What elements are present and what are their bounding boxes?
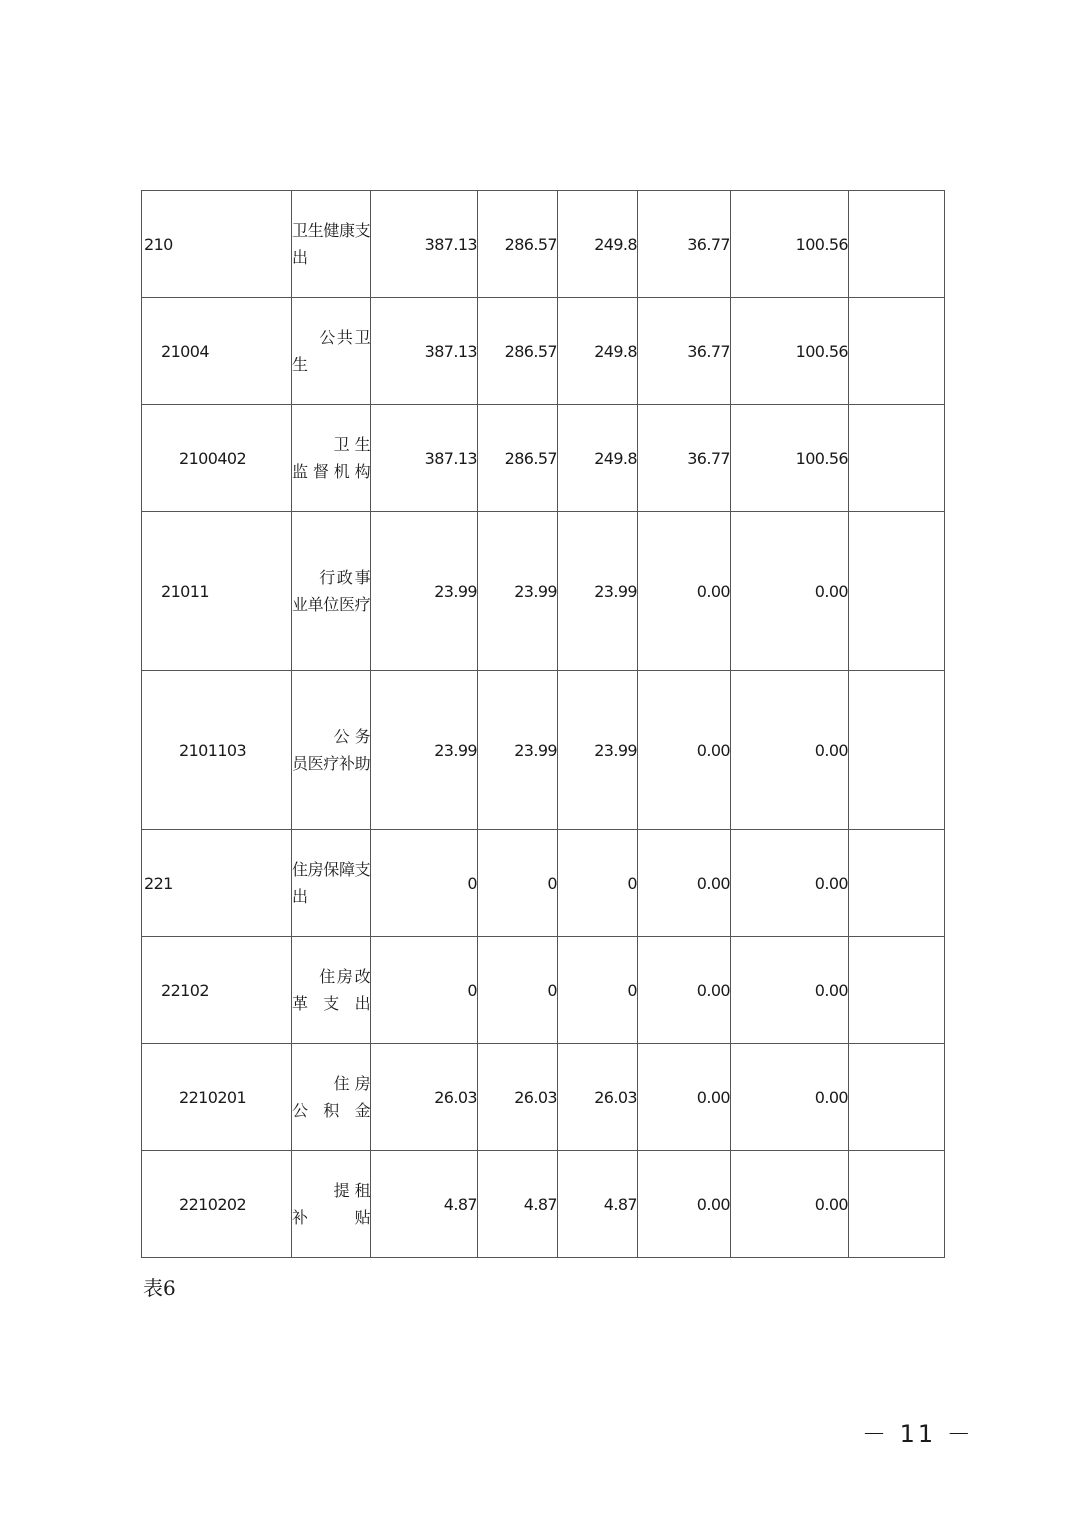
account-code: 210 — [142, 191, 292, 298]
account-name: 公共卫生 — [292, 298, 371, 405]
account-code: 2210202 — [142, 1151, 292, 1258]
table-row — [142, 671, 945, 830]
value-cell: 0.00 — [731, 671, 849, 830]
account-name: 卫生监督机构 — [292, 405, 371, 512]
value-cell — [849, 512, 945, 671]
value-cell: 0 — [371, 937, 478, 1044]
value-cell: 4.87 — [478, 1151, 558, 1258]
value-cell: 23.99 — [478, 671, 558, 830]
value-cell: 0.00 — [638, 937, 731, 1044]
value-cell — [849, 830, 945, 937]
account-code: 22102 — [142, 937, 292, 1044]
value-cell: 4.87 — [371, 1151, 478, 1258]
value-cell: 249.8 — [558, 191, 638, 298]
table-row — [142, 937, 945, 1044]
value-cell: 0 — [478, 937, 558, 1044]
value-cell: 26.03 — [558, 1044, 638, 1151]
value-cell: 0 — [371, 830, 478, 937]
value-cell — [849, 937, 945, 1044]
value-cell: 36.77 — [638, 191, 731, 298]
account-name: 提租补贴 — [292, 1151, 371, 1258]
value-cell: 387.13 — [371, 191, 478, 298]
account-name: 住房保障支出 — [292, 830, 371, 937]
value-cell: 0.00 — [638, 671, 731, 830]
value-cell: 23.99 — [558, 512, 638, 671]
value-cell: 100.56 — [731, 298, 849, 405]
value-cell: 387.13 — [371, 298, 478, 405]
table-row — [142, 405, 945, 512]
value-cell: 286.57 — [478, 405, 558, 512]
value-cell: 286.57 — [478, 298, 558, 405]
value-cell: 0.00 — [638, 830, 731, 937]
value-cell: 4.87 — [558, 1151, 638, 1258]
account-name: 公务员医疗补助 — [292, 671, 371, 830]
value-cell: 249.8 — [558, 298, 638, 405]
budget-table — [141, 190, 945, 1258]
value-cell — [849, 1151, 945, 1258]
value-cell: 387.13 — [371, 405, 478, 512]
account-code: 21011 — [142, 512, 292, 671]
value-cell — [849, 298, 945, 405]
value-cell — [849, 671, 945, 830]
value-cell — [849, 191, 945, 298]
value-cell: 0.00 — [638, 512, 731, 671]
account-name: 卫生健康支出 — [292, 191, 371, 298]
page-number: － 11 － — [862, 1420, 974, 1448]
value-cell: 100.56 — [731, 405, 849, 512]
value-cell: 23.99 — [371, 671, 478, 830]
value-cell: 23.99 — [478, 512, 558, 671]
value-cell — [849, 1044, 945, 1151]
table-row — [142, 1044, 945, 1151]
account-code: 2210201 — [142, 1044, 292, 1151]
account-code: 2100402 — [142, 405, 292, 512]
value-cell: 0.00 — [731, 512, 849, 671]
value-cell: 0.00 — [731, 1151, 849, 1258]
value-cell — [849, 405, 945, 512]
table-row — [142, 298, 945, 405]
value-cell: 249.8 — [558, 405, 638, 512]
value-cell: 36.77 — [638, 298, 731, 405]
account-code: 221 — [142, 830, 292, 937]
value-cell: 36.77 — [638, 405, 731, 512]
value-cell: 0 — [558, 937, 638, 1044]
budget-table-container — [141, 190, 944, 1258]
table-row — [142, 191, 945, 298]
account-name: 住房公积金 — [292, 1044, 371, 1151]
value-cell: 0.00 — [731, 937, 849, 1044]
value-cell: 0.00 — [731, 1044, 849, 1151]
value-cell: 0.00 — [638, 1044, 731, 1151]
value-cell: 100.56 — [731, 191, 849, 298]
account-code: 2101103 — [142, 671, 292, 830]
value-cell: 0 — [478, 830, 558, 937]
table-row — [142, 1151, 945, 1258]
value-cell: 23.99 — [558, 671, 638, 830]
value-cell: 0.00 — [638, 1151, 731, 1258]
value-cell: 0.00 — [731, 830, 849, 937]
value-cell: 0 — [558, 830, 638, 937]
value-cell: 23.99 — [371, 512, 478, 671]
value-cell: 26.03 — [371, 1044, 478, 1151]
value-cell: 26.03 — [478, 1044, 558, 1151]
value-cell: 286.57 — [478, 191, 558, 298]
table-row — [142, 512, 945, 671]
account-code: 21004 — [142, 298, 292, 405]
table-caption: 表6 — [143, 1276, 176, 1300]
table-row — [142, 830, 945, 937]
account-name: 住房改革支出 — [292, 937, 371, 1044]
account-name: 行政事业单位医疗 — [292, 512, 371, 671]
